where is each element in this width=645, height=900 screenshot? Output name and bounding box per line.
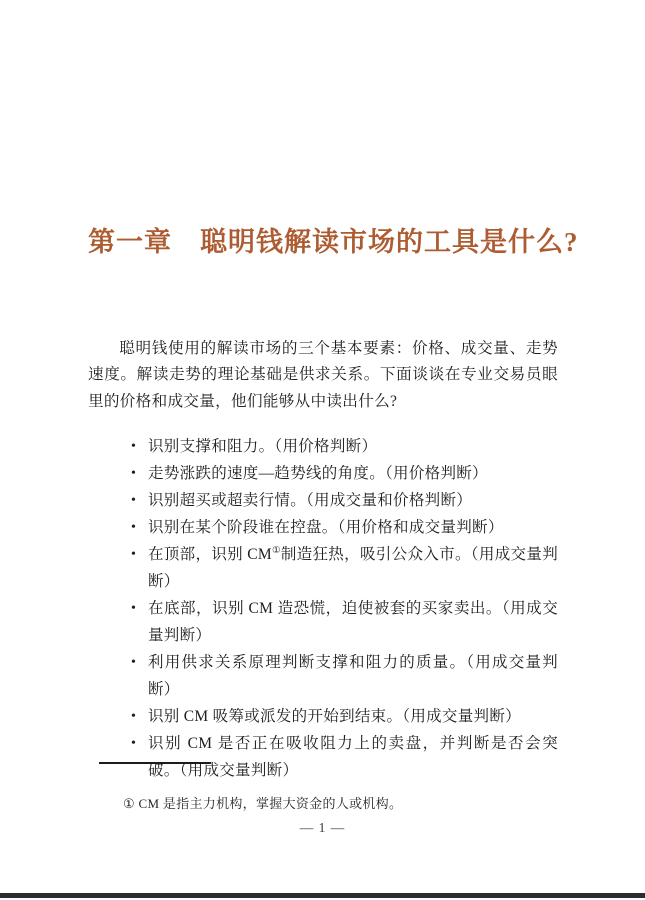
list-item (131, 595, 558, 649)
bullet-icon: • (131, 520, 137, 535)
list-item-text: 在底部，识别 CM 造恐慌，迫使被套的买家卖出。（用成交量判断） (148, 600, 558, 644)
list-item (131, 487, 558, 514)
bullet-icon: • (131, 493, 137, 508)
bullet-list (131, 433, 558, 784)
list-item-text: 在顶部，识别 CM (148, 546, 272, 563)
chapter-title: 第一章 聪明钱解读市场的工具是什么? (88, 227, 579, 258)
footnote-text: ① CM 是指主力机构，掌握大资金的人或机构。 (123, 796, 403, 811)
list-item (131, 649, 558, 703)
bullet-icon: • (131, 736, 137, 751)
list-item-text: 识别 CM 吸筹或派发的开始到结束。（用成交量判断） (148, 708, 521, 725)
list-item (131, 730, 558, 784)
list-item (131, 433, 558, 460)
bullet-icon: • (131, 547, 137, 562)
list-item-text: 利用供求关系原理判断支撑和阻力的质量。（用成交量判断） (148, 654, 558, 698)
bullet-icon: • (131, 439, 137, 454)
list-item-text: 走势涨跌的速度—趋势线的角度。（用价格判断） (148, 465, 488, 482)
intro-paragraph: 聪明钱使用的解读市场的三个基本要素：价格、成交量、走势速度。解读走势的理论基础是供求关系。下面谈谈在专业交易员眼里的价格和成交量，他们能够从中读出什么? (88, 339, 558, 410)
footnote-separator (99, 762, 211, 764)
footnote-marker: ① (271, 546, 281, 556)
bullet-icon: • (131, 466, 137, 481)
list-item-text: 识别在某个阶段谁在控盘。（用价格和成交量判断） (148, 519, 504, 536)
bullet-icon: • (131, 709, 137, 724)
bottom-edge-bar (0, 893, 645, 898)
bullet-icon: • (131, 655, 137, 670)
list-item (131, 514, 558, 541)
list-item (131, 703, 558, 730)
list-item-text: 识别支撑和阻力。（用价格判断） (148, 438, 378, 455)
list-item (131, 541, 558, 595)
page-number: — 1 — (299, 820, 346, 835)
bullet-icon: • (131, 601, 137, 616)
list-item (131, 460, 558, 487)
list-item-text: 识别超买或超卖行情。（用成交量和价格判断） (148, 492, 473, 509)
list-item-text: 识别 CM 是否正在吸收阻力上的卖盘，并判断是否会突破。（用成交量判断） (148, 735, 558, 779)
list-item-text: 制造狂热，吸引公众入市。（用成交量判断） (148, 546, 558, 590)
